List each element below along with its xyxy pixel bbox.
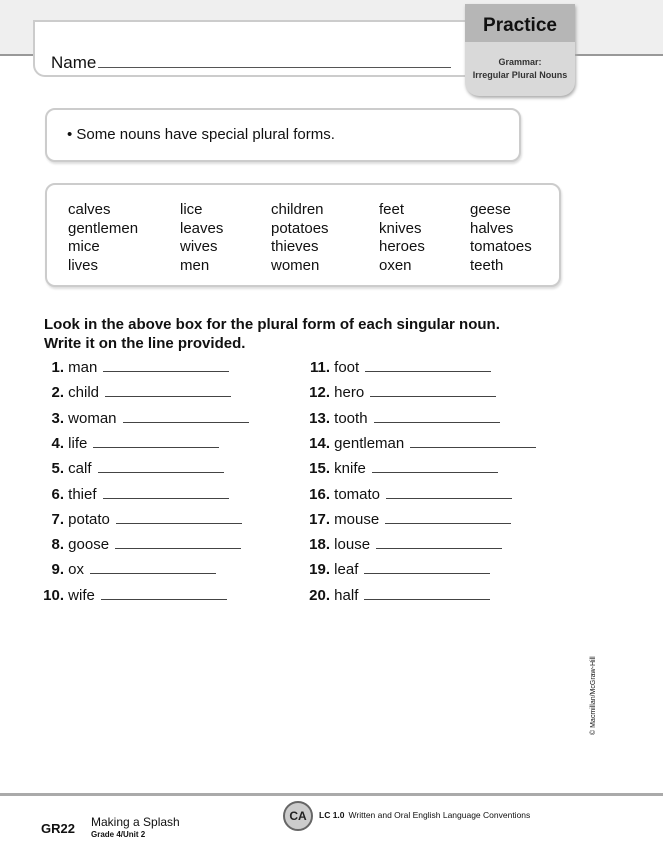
answer-line[interactable] (365, 359, 491, 372)
exercise-item (40, 460, 224, 477)
item-number: 7. (51, 510, 64, 528)
page-code: GR22 (41, 821, 75, 836)
item-word: life (68, 434, 88, 452)
item-word: thief (68, 485, 97, 503)
rule-text: • Some nouns have special plural forms. (67, 126, 335, 143)
item-number: 2. (51, 384, 64, 402)
word-box-word: calves (68, 201, 111, 218)
answer-line[interactable] (385, 511, 511, 524)
exercise-item (300, 359, 491, 376)
exercise-item (40, 536, 241, 553)
word-box-word: halves (470, 220, 514, 237)
answer-line[interactable] (103, 486, 229, 499)
item-number: 10. (43, 586, 64, 604)
word-box-word: knives (379, 220, 422, 237)
word-box-word: teeth (470, 257, 504, 274)
item-number: 1. (51, 359, 64, 376)
item-number: 14. (309, 434, 330, 452)
answer-line[interactable] (115, 536, 241, 549)
item-number: 20. (309, 586, 330, 604)
item-word: calf (68, 460, 92, 478)
answer-line[interactable] (98, 460, 224, 473)
item-word: man (68, 359, 98, 376)
instructions (44, 315, 500, 353)
answer-line[interactable] (364, 587, 490, 600)
exercise-item (300, 384, 496, 401)
item-word: half (334, 586, 359, 604)
word-box-word: wives (180, 238, 218, 255)
item-word: foot (334, 359, 360, 376)
answer-line[interactable] (386, 486, 512, 499)
word-box-word: leaves (180, 220, 224, 237)
exercise-item (40, 561, 216, 578)
unit-title: Making a Splash (91, 815, 180, 829)
word-box-word: potatoes (271, 220, 329, 237)
answer-line[interactable] (376, 536, 502, 549)
exercise-item (40, 410, 249, 427)
answer-line[interactable] (105, 384, 231, 397)
answer-line[interactable] (90, 561, 216, 574)
item-word: ox (68, 561, 85, 579)
topic-label (465, 56, 575, 82)
item-word: potato (68, 510, 110, 528)
item-word: woman (68, 409, 117, 427)
item-number: 16. (309, 485, 330, 503)
topic-line-2: Irregular Plural Nouns (472, 70, 568, 80)
exercise-item (300, 536, 502, 553)
word-box-word: mice (68, 238, 100, 255)
word-box-word: gentlemen (68, 220, 139, 237)
practice-title: Practice (465, 4, 575, 42)
item-word: mouse (334, 510, 380, 528)
item-number: 4. (51, 434, 64, 452)
exercise-item (40, 435, 219, 452)
answer-line[interactable] (364, 561, 490, 574)
footer-divider (0, 793, 663, 796)
rule-box (45, 108, 521, 162)
word-box-word: men (180, 257, 210, 274)
grade-label: Grade 4/Unit 2 (91, 830, 146, 839)
item-word: tomato (334, 485, 381, 503)
standard-text: Written and Oral English Language Conventions (348, 810, 531, 820)
exercise-item (300, 435, 536, 452)
answer-line[interactable] (372, 460, 498, 473)
word-box-word: women (271, 257, 320, 274)
standard-code: LC 1.0 (319, 810, 345, 820)
item-word: leaf (334, 561, 359, 579)
item-word: child (68, 384, 100, 402)
item-word: knife (334, 460, 366, 478)
exercise-item (40, 511, 242, 528)
word-box-word: children (271, 201, 324, 218)
word-box-word: geese (470, 201, 511, 218)
item-number: 5. (51, 460, 64, 478)
answer-line[interactable] (116, 511, 242, 524)
name-label: Name (51, 53, 97, 72)
ca-badge-icon: CA (283, 801, 313, 831)
exercise-item (300, 561, 490, 578)
item-number: 6. (51, 485, 64, 503)
item-word: wife (68, 586, 95, 604)
word-box-word: oxen (379, 257, 412, 274)
item-word: louse (334, 536, 371, 554)
exercise-item (300, 587, 490, 604)
item-word: tooth (334, 409, 368, 427)
topic-line-1: Grammar: (498, 57, 542, 67)
item-word: hero (334, 384, 365, 402)
word-box-word: lice (180, 201, 203, 218)
instruction-line-2: Write it on the line provided. (44, 335, 246, 352)
item-word: gentleman (334, 434, 405, 452)
exercise-item (300, 511, 511, 528)
answer-line[interactable] (123, 410, 249, 423)
item-number: 17. (309, 510, 330, 528)
answer-line[interactable] (410, 435, 536, 448)
standard (319, 810, 530, 820)
exercise-item (300, 410, 500, 427)
copyright: © Macmillan/McGraw-Hill (590, 656, 597, 735)
item-number: 19. (309, 561, 330, 579)
item-number: 15. (309, 460, 330, 478)
item-number: 3. (51, 409, 64, 427)
word-box-word: tomatoes (470, 238, 532, 255)
item-number: 11. (309, 359, 330, 376)
practice-tab (465, 4, 575, 96)
name-box-top-border (33, 20, 473, 22)
answer-line[interactable] (103, 359, 229, 372)
answer-line[interactable] (101, 587, 227, 600)
exercise-item (40, 486, 229, 503)
item-number: 8. (51, 536, 64, 554)
word-box-word: heroes (379, 238, 425, 255)
instruction-line-1: Look in the above box for the plural form of each singular noun. (44, 316, 500, 333)
word-box-word: feet (379, 201, 405, 218)
answer-line[interactable] (374, 410, 500, 423)
item-word: goose (68, 536, 110, 554)
exercise-item (300, 486, 512, 503)
exercise-item (40, 359, 229, 376)
answer-line[interactable] (370, 384, 496, 397)
word-box-word: thieves (271, 238, 319, 255)
name-line[interactable] (98, 67, 451, 68)
item-number: 13. (309, 409, 330, 427)
exercise-item (40, 587, 227, 604)
exercise-item (300, 460, 498, 477)
word-box-word: lives (68, 257, 99, 274)
word-box (45, 183, 561, 287)
exercise-item (40, 384, 231, 401)
item-number: 18. (309, 536, 330, 554)
item-number: 12. (309, 384, 330, 402)
item-number: 9. (51, 561, 64, 579)
answer-line[interactable] (93, 435, 219, 448)
